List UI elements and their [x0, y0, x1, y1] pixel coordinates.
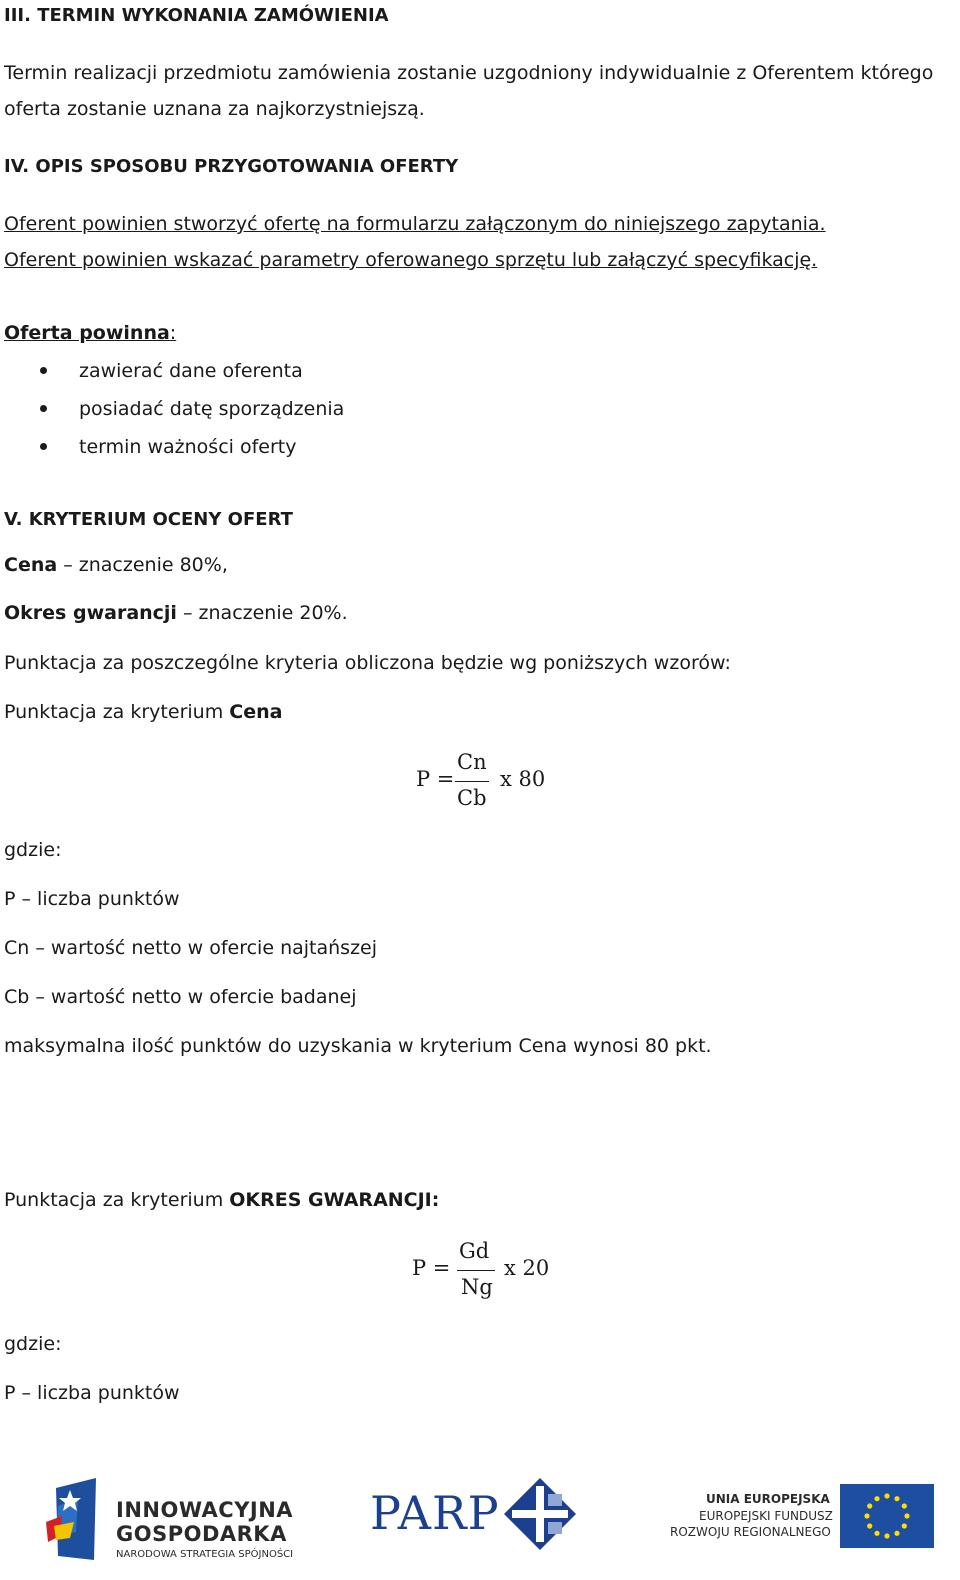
ig-line-3: NARODOWA STRATEGIA SPÓJNOŚCI: [116, 1549, 294, 1560]
formula-gwarancja-lhs: P =: [412, 1256, 451, 1280]
oferta-label: Oferta powinna: [4, 322, 170, 344]
okres-weight-line: [4, 601, 348, 625]
cena-weight-line: [4, 553, 228, 577]
ig-line-2: GOSPODARKA: [116, 1522, 287, 1546]
formula-gwarancja-fraction-bar: [457, 1270, 495, 1271]
section-4-line-2: Oferent powinien wskazać parametry oferowanego sprzętu lub załączyć specyfikację.: [4, 249, 818, 271]
eu-line-1: UNIA EUROPEJSKA: [706, 1492, 830, 1506]
punktacja-cena-line: [4, 700, 282, 724]
bullet-item-2: posiadać datę sporządzenia: [79, 398, 345, 420]
bullet-item-3: termin ważności oferty: [79, 436, 297, 458]
ig-line-1: INNOWACYJNA: [116, 1498, 294, 1522]
cena-weight-text: – znaczenie 80%,: [57, 554, 228, 576]
punktacja-gwarancja-line: [4, 1188, 439, 1212]
formula-cena-lhs: P =: [416, 767, 455, 791]
okres-weight-bold: Okres gwarancji: [4, 602, 177, 624]
punktacja-gwarancja-prefix: Punktacja za kryterium: [4, 1189, 230, 1211]
footer-logos: [0, 1470, 960, 1570]
section-5-heading: V. KRYTERIUM OCENY OFERT: [4, 509, 293, 530]
eu-flag-icon: [840, 1484, 934, 1548]
definition-p-1: P – liczba punktów: [4, 888, 180, 910]
definition-p-2: P – liczba punktów: [4, 1382, 180, 1404]
formula-cena-denominator: Cb: [457, 786, 487, 810]
innowacyjna-gospodarka-emblem-icon: [44, 1476, 100, 1562]
formula-gwarancja-multiplier: x 20: [504, 1256, 550, 1280]
formula-cena-numerator: Cn: [457, 750, 487, 774]
section-3-paragraph-line-1: Termin realizacji przedmiotu zamówienia zostanie uzgodniony indywidualnie z Oferentem którego: [4, 62, 934, 84]
eu-logo: [670, 1484, 940, 1554]
definition-cb: Cb – wartość netto w ofercie badanej: [4, 986, 357, 1008]
bullet-dot-2: [40, 405, 47, 412]
formula-cena-fraction-bar: [455, 781, 489, 782]
bullet-dot-3: [40, 443, 47, 450]
punktacja-intro: Punktacja za poszczególne kryteria obliczona będzie wg poniższych wzorów:: [4, 652, 731, 674]
innowacyjna-gospodarka-logo: [44, 1476, 314, 1566]
max-points-cena: maksymalna ilość punktów do uzyskania w kryterium Cena wynosi 80 pkt.: [4, 1035, 712, 1057]
formula-gwarancja-denominator: Ng: [461, 1275, 493, 1299]
formula-cena-multiplier: x 80: [500, 767, 546, 791]
oferta-colon: :: [169, 322, 177, 344]
section-4-heading: IV. OPIS SPOSOBU PRZYGOTOWANIA OFERTY: [4, 156, 459, 177]
punktacja-gwarancja-bold: OKRES GWARANCJI:: [229, 1189, 440, 1211]
eu-line-2: EUROPEJSKI FUNDUSZ: [699, 1509, 833, 1523]
formula-gwarancja: [410, 1237, 560, 1307]
parp-logo: [370, 1476, 580, 1556]
bullet-item-1: zawierać dane oferenta: [79, 360, 303, 382]
parp-wordmark: PARP: [370, 1486, 500, 1540]
punktacja-cena-prefix: Punktacja za kryterium: [4, 701, 230, 723]
gdzie-label-1: gdzie:: [4, 839, 62, 861]
formula-cena: [414, 748, 554, 818]
section-3-heading: III. TERMIN WYKONANIA ZAMÓWIENIA: [4, 5, 389, 26]
gdzie-label-2: gdzie:: [4, 1333, 62, 1355]
punktacja-cena-bold: Cena: [229, 701, 283, 723]
cena-weight-bold: Cena: [4, 554, 58, 576]
okres-weight-text: – znaczenie 20%.: [176, 602, 348, 624]
bullet-dot-1: [40, 367, 47, 374]
eu-line-3: ROZWOJU REGIONALNEGO: [670, 1525, 831, 1539]
section-4-line-1: Oferent powinien stworzyć ofertę na formularzu załączonym do niniejszego zapytania.: [4, 213, 826, 235]
section-3-paragraph-line-2: oferta zostanie uznana za najkorzystniejszą.: [4, 98, 425, 120]
definition-cn: Cn – wartość netto w ofercie najtańszej: [4, 937, 378, 959]
oferta-label-line: [4, 321, 176, 345]
parp-diamond-icon: [502, 1476, 578, 1552]
formula-gwarancja-numerator: Gd: [459, 1239, 490, 1263]
